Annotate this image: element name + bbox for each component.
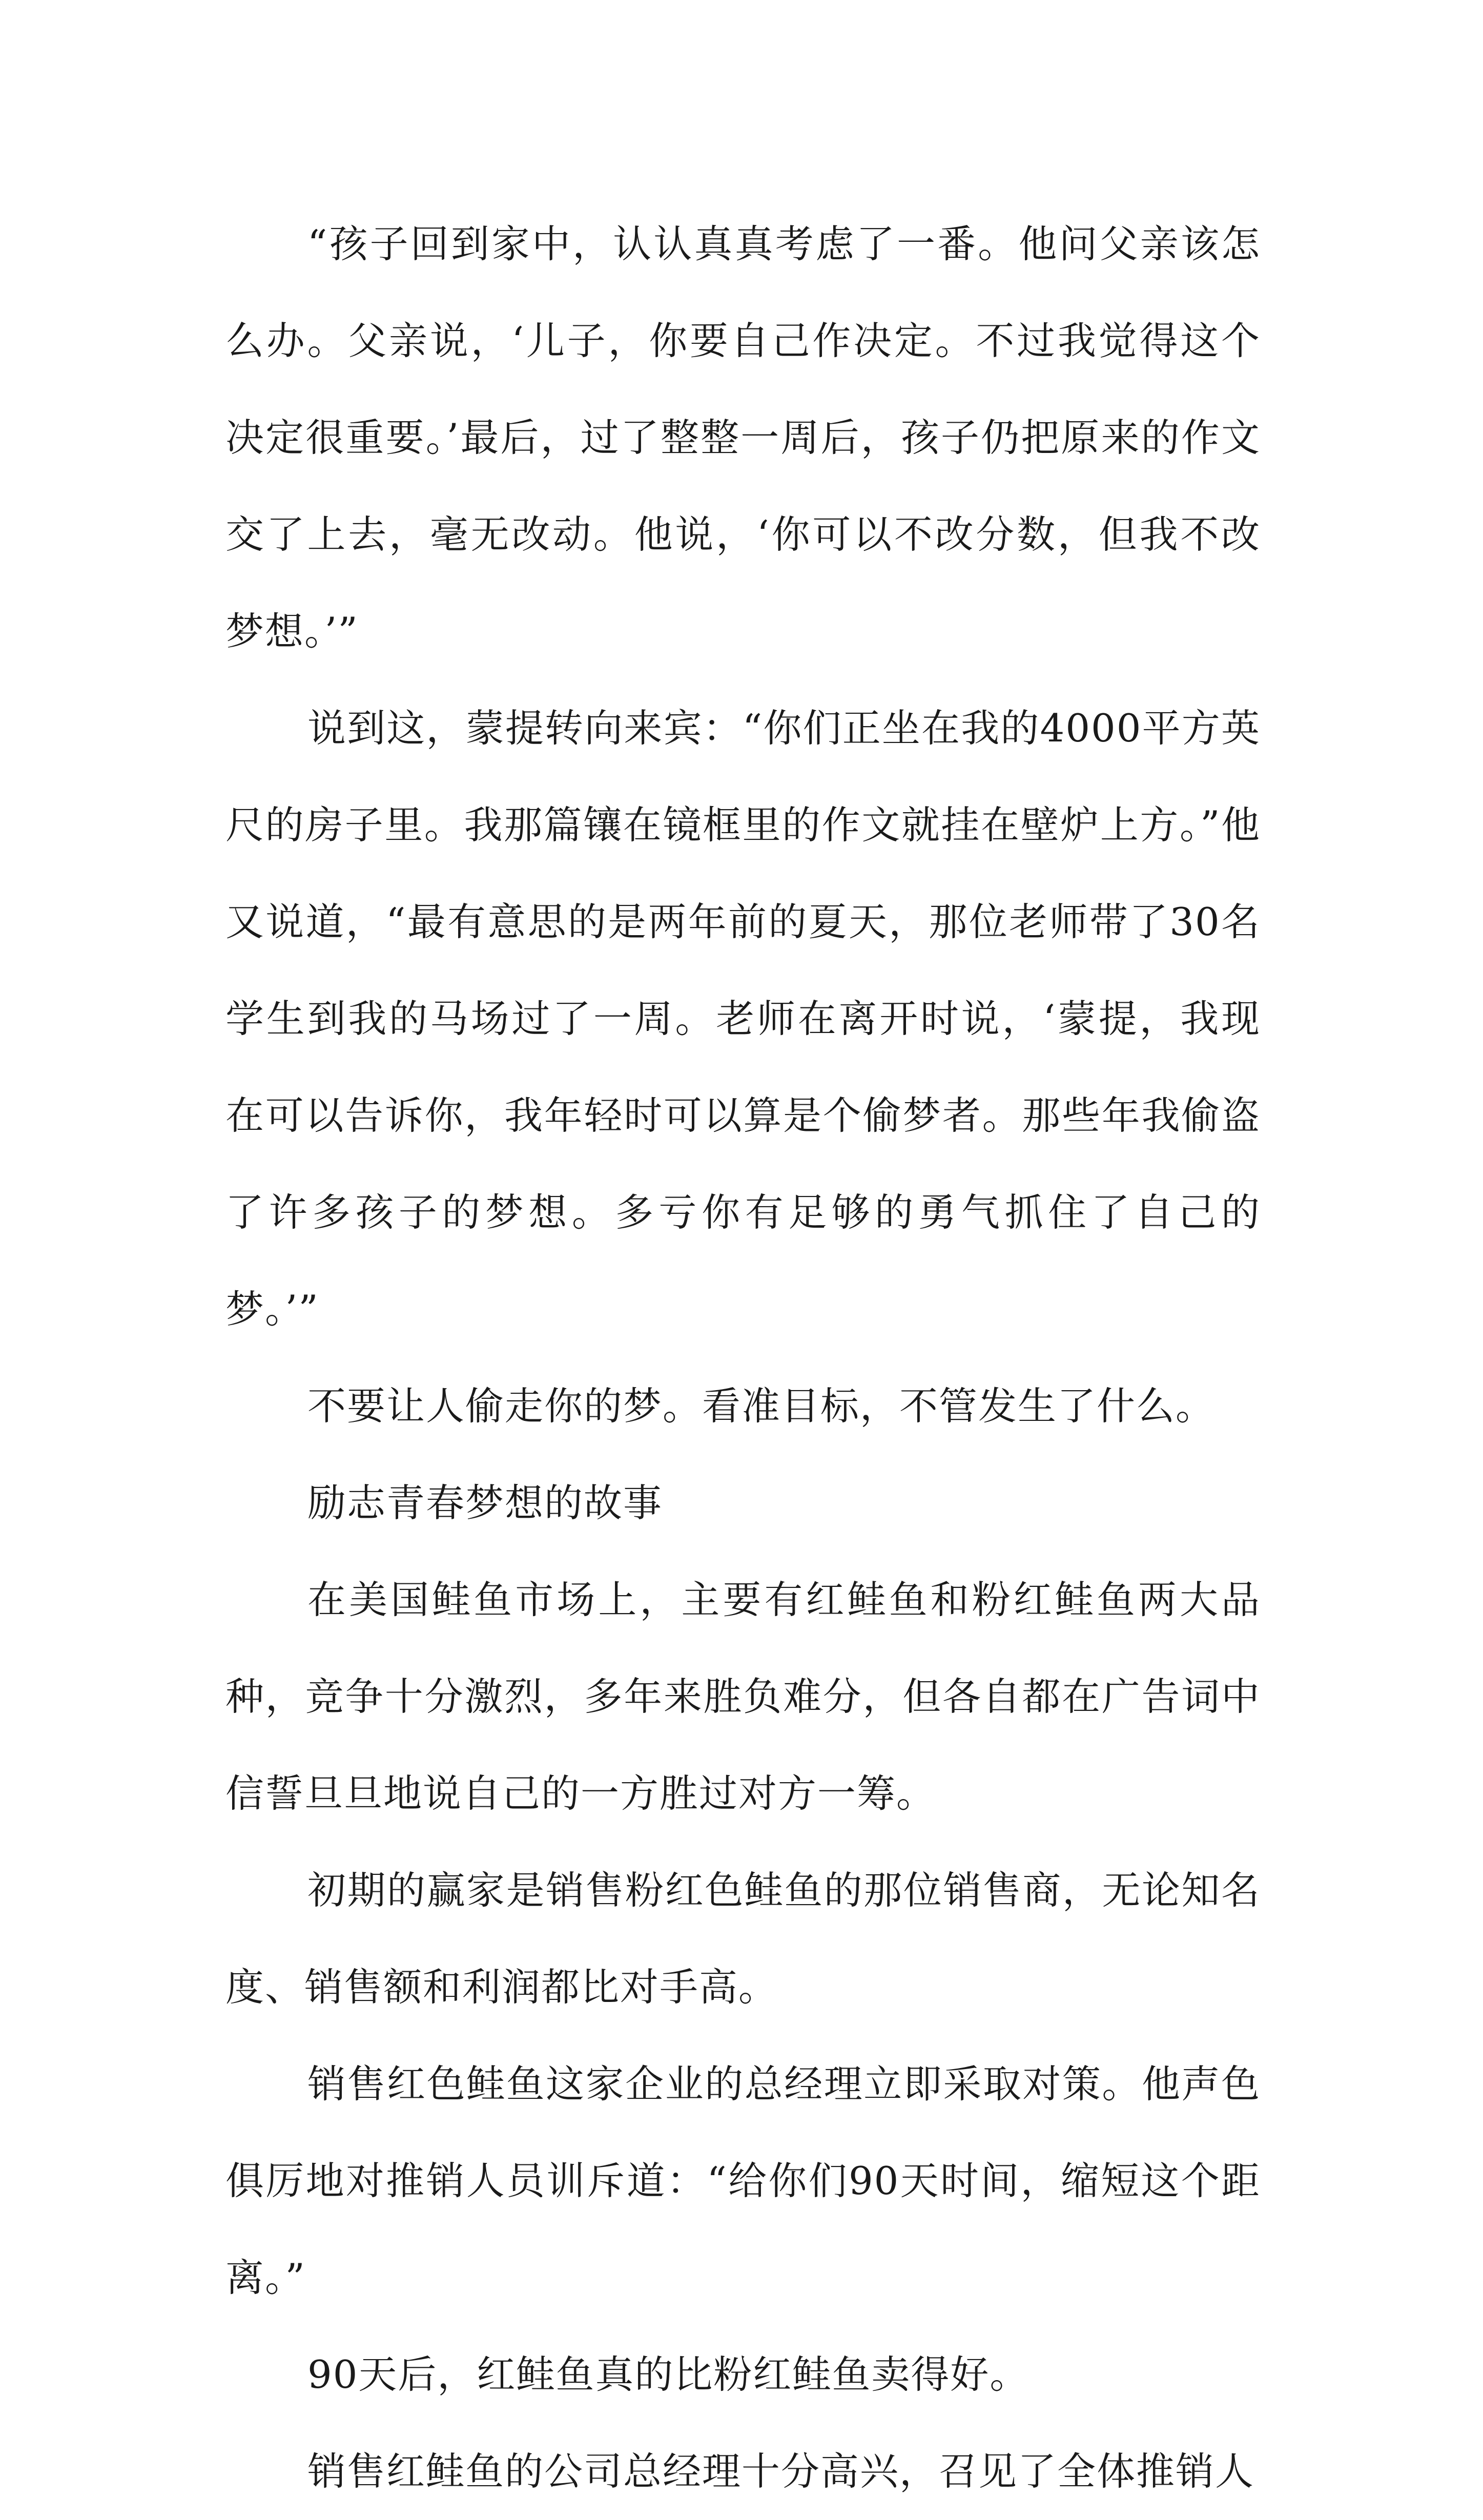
paragraph-7: 90天后，红鲑鱼真的比粉红鲑鱼卖得好。 — [307, 2352, 1029, 2397]
paragraph-3: 不要让人偷走你的梦。看准目标，不管发生了什么。 — [307, 1383, 1216, 1429]
paragraph-1: “孩子回到家中，认认真真考虑了一番。他问父亲该怎么办。父亲说，‘儿子，你要自己作决定。不过我觉得这个决定很重要。’最后，过了整整一周后，孩子仍把原来的作文交了上去，毫无改动。他说，‘你可以不改分数，但我不改梦想。’” — [225, 221, 1261, 654]
paragraph-6: 销售红色鲑鱼这家企业的总经理立即采取对策。他声色俱厉地对推销人员训斥道：“给你们90天时间，缩短这个距离。” — [225, 2061, 1261, 2300]
paragraph-4: 在美国鲑鱼市场上，主要有红鲑鱼和粉红鲑鱼两大品种，竞争十分激烈，多年来胜负难分，但各自都在广告词中信誓旦旦地说自己的一方胜过对方一筹。 — [225, 1577, 1261, 1816]
paragraph-2: 说到这，蒙提转向来宾：“你们正坐在我的4000平方英尺的房子里。我那篇镶在镜框里的作文就挂在壁炉上方。”他又说道，“最有意思的是两年前的夏天，那位老师带了30名学生到我的马场过了一周。老师在离开时说，‘蒙提，我现在可以告诉你，我年轻时可以算是个偷梦者。那些年我偷盗了许多孩子的梦想。多亏你有足够的勇气抓住了自己的梦。’” — [225, 706, 1261, 1332]
paragraph-5: 初期的赢家是销售粉红色鲑鱼的那位销售商，无论知名度、销售额和利润都比对手高。 — [225, 1868, 1261, 2010]
section-heading: 励志青春梦想的故事 — [307, 1480, 663, 1525]
document-body — [225, 196, 1261, 2520]
paragraph-8: 销售红鲑鱼的公司总经理十分高兴，召见了全体推销人 — [307, 2449, 1255, 2494]
